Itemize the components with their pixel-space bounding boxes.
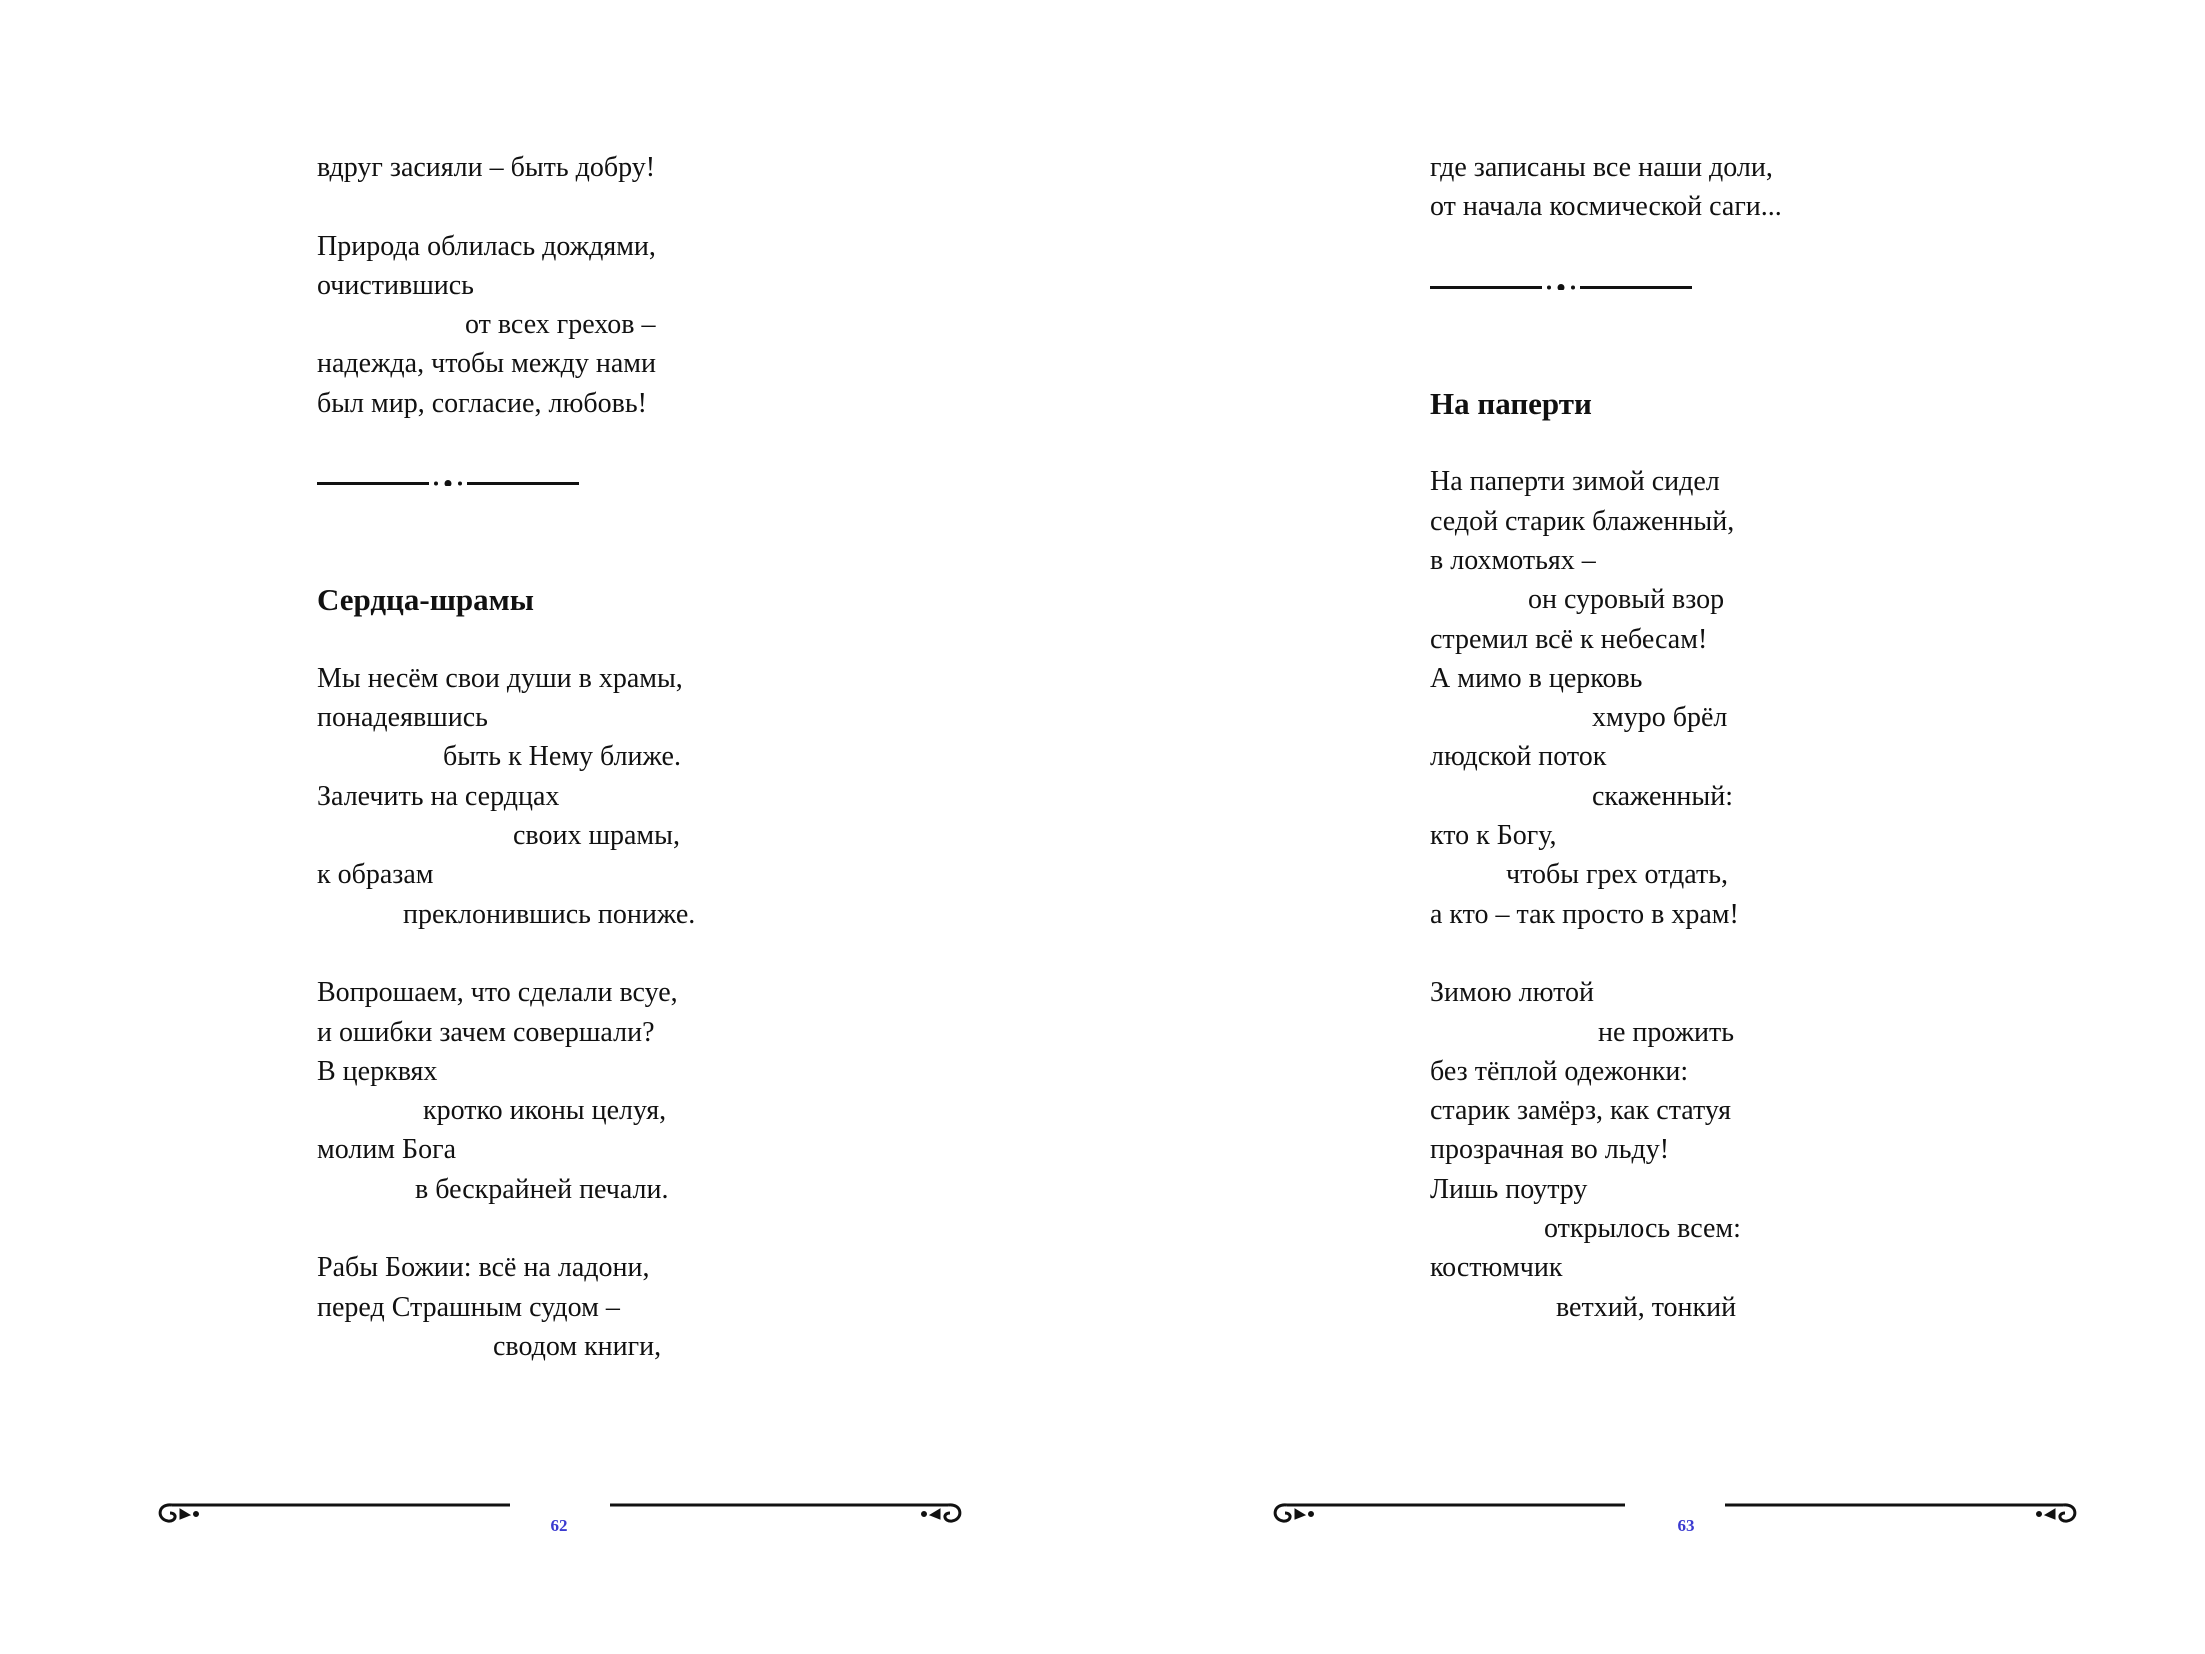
poem-line: в бескрайней печали. bbox=[415, 1173, 669, 1205]
blank-line bbox=[317, 541, 695, 580]
blank-line bbox=[317, 620, 695, 659]
poem-line: прозрачная во льду! bbox=[1430, 1134, 1670, 1166]
poem-line: надежда, чтобы между нами bbox=[317, 348, 656, 380]
blank-line bbox=[317, 423, 695, 462]
poem-line: В церквях bbox=[317, 1055, 438, 1087]
poem-line: Вопрошаем, что сделали всуе, bbox=[317, 977, 678, 1009]
poem-line: преклонившись пониже. bbox=[403, 898, 696, 930]
poem-title: Сердца-шрамы bbox=[317, 582, 534, 618]
section-separator bbox=[1430, 284, 1692, 290]
poem-line: вдруг засияли – быть добру! bbox=[317, 152, 656, 183]
section-separator bbox=[317, 480, 579, 486]
page-number: 63 bbox=[1677, 1516, 1695, 1535]
poem-line: седой старик блаженный, bbox=[1430, 505, 1735, 537]
poem-line: кто к Богу, bbox=[1430, 820, 1557, 852]
poem-line: стремил всё к небесам! bbox=[1430, 623, 1708, 655]
separator-row bbox=[1430, 266, 1782, 305]
poem-line: от начала космической саги... bbox=[1430, 191, 1782, 223]
poem-line: был мир, согласие, любовь! bbox=[317, 387, 647, 419]
poem-line: костюмчик bbox=[1430, 1252, 1563, 1284]
left-page-text bbox=[317, 148, 695, 1366]
blank-line bbox=[317, 1209, 695, 1248]
poem-line: кротко иконы целуя, bbox=[423, 1095, 667, 1127]
poem-line: А мимо в церковь bbox=[1430, 662, 1643, 694]
poem-title: На паперти bbox=[1430, 385, 1592, 421]
poem-line: ветхий, тонкий bbox=[1556, 1291, 1737, 1323]
poem-line: понадеявшись bbox=[317, 702, 488, 734]
poem-line: к образам bbox=[317, 859, 434, 891]
right-page bbox=[1103, 0, 2205, 1654]
poem-line: Залечить на сердцах bbox=[317, 780, 560, 812]
page-number: 62 bbox=[550, 1516, 568, 1535]
poem-line: он суровый взор bbox=[1528, 584, 1725, 616]
poem-line: хмуро брёл bbox=[1592, 702, 1728, 734]
poem-line: На паперти зимой сидел bbox=[1430, 466, 1720, 498]
blank-line bbox=[317, 187, 695, 226]
right-page-text bbox=[1430, 148, 1782, 1327]
blank-line bbox=[317, 934, 695, 973]
blank-line bbox=[1430, 344, 1782, 383]
poem-line: Лишь поутру bbox=[1430, 1173, 1588, 1205]
poem-line: не прожить bbox=[1598, 1016, 1735, 1048]
poem-line: перед Страшным судом – bbox=[317, 1291, 620, 1323]
poem-line: и ошибки зачем совершали? bbox=[317, 1016, 655, 1048]
poem-line: скаженный: bbox=[1592, 780, 1733, 812]
poem-line: людской поток bbox=[1430, 741, 1607, 773]
poem-line: Природа облилась дождями, bbox=[317, 230, 656, 262]
poem-line: открылось всем: bbox=[1544, 1213, 1741, 1245]
poem-line: Рабы Божии: всё на ладони, bbox=[317, 1252, 650, 1284]
poem-line: от всех грехов – bbox=[465, 309, 656, 341]
poem-line: быть к Нему ближе. bbox=[443, 741, 681, 773]
poem-line: очистившись bbox=[317, 269, 474, 301]
poem-line: молим Бога bbox=[317, 1134, 457, 1166]
blank-line bbox=[317, 502, 695, 541]
poem-line: чтобы грех отдать, bbox=[1506, 859, 1729, 891]
poem-line: Зимою лютой bbox=[1430, 977, 1595, 1009]
poem-line: Мы несём свои души в храмы, bbox=[317, 662, 683, 694]
poem-line: без тёплой одежонки: bbox=[1430, 1055, 1689, 1087]
left-page bbox=[0, 0, 1102, 1654]
separator-row bbox=[317, 462, 695, 501]
poem-line: в лохмотьях – bbox=[1430, 544, 1596, 576]
poem-line: своих шрамы, bbox=[513, 820, 680, 852]
blank-line bbox=[1430, 423, 1782, 462]
blank-line bbox=[1430, 305, 1782, 344]
blank-line bbox=[1430, 934, 1782, 973]
poem-line: сводом книги, bbox=[493, 1330, 662, 1362]
poem-line: старик замёрз, как статуя bbox=[1430, 1095, 1732, 1127]
poem-line: где записаны все наши доли, bbox=[1430, 152, 1773, 183]
poem-line: а кто – так просто в храм! bbox=[1430, 898, 1739, 930]
blank-line bbox=[1430, 227, 1782, 266]
